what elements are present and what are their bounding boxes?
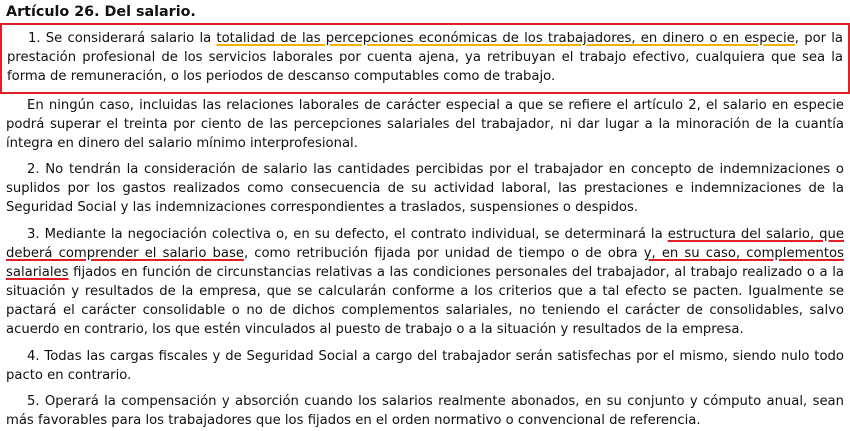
paragraph-4-underlined-phrase-1: estructura del salario, que deberá comprender el salario base [6,227,844,262]
paragraph-1-underlined-phrase: totalidad de las percepciones económicas de los trabajadores, en dinero o en especie [216,31,795,46]
paragraph-1-highlighted-box [7,30,843,87]
paragraph-4-text-start: 3. Mediante la negociación colectiva o, en su defecto, el contrato individual, se determinará la [27,227,668,243]
paragraph-6: 5. Operará la compensación y absorción cuando los salarios realmente abonados, en su conjunto y cómputo anual, sean más favorables para los trabajadores que los fijados en el orden normativo o convencional de referencia. [6,394,844,429]
article-title: Artículo 26. Del salario. [6,4,196,20]
paragraph-2: En ningún caso, incluidas las relaciones laborales de carácter especial a que se refiere el artículo 2, el salario en especie podrá superar el treinta por ciento de las percepciones salariales del trabajador, ni dar lugar a la minoración de la cuantía íntegra en dinero del salario mínimo interprofesional. [6,97,844,151]
paragraph-3: 2. No tendrán la consideración de salario las cantidades percibidas por el trabajador en concepto de indemnizaciones o suplidos por los gastos realizados como consecuencia de su actividad laboral, las prestaciones e indemnizaciones de la Seguridad Social y las indemnizaciones correspondientes a traslados, suspensiones o despidos. [6,162,844,216]
paragraph-5: 4. Todas las cargas fiscales y de Seguridad Social a cargo del trabajador serán satisfechas por el mismo, siendo nulo todo pacto en contrario. [6,348,844,383]
paragraph-4-text-end: fijados en función de circunstancias relativas a las condiciones personales del trabajador, al trabajo realizado o a la situación y resultados de la empresa, que se calcularán conforme a los criterios que a tal efecto se pacten. Igualmente se pactará el carácter consolidable o no de dichos complementos salariales, no teniendo el carácter de consolidables, salvo acuerdo en contrario, los que estén vinculados al puesto de trabajo o a la situación y resultados de la empresa. [6,264,844,337]
paragraph-1-text-start: 1. Se considerará salario la [28,31,217,46]
paragraph-4 [6,226,844,339]
paragraph-4-underlined-phrase-2: y, en su caso, complementos salariales [6,246,844,280]
paragraph-4-text-middle: , como retribución fijada por unidad de tiempo o de obra [243,246,644,262]
document-body [6,3,844,431]
paragraph-1-text-end: , por la prestación profesional de los servicios laborales por cuenta ajena, ya retribuyan el trabajo efectivo, cualquiera que sea la forma de remuneración, o los periodos de descanso computables como de trabajo. [7,31,844,84]
